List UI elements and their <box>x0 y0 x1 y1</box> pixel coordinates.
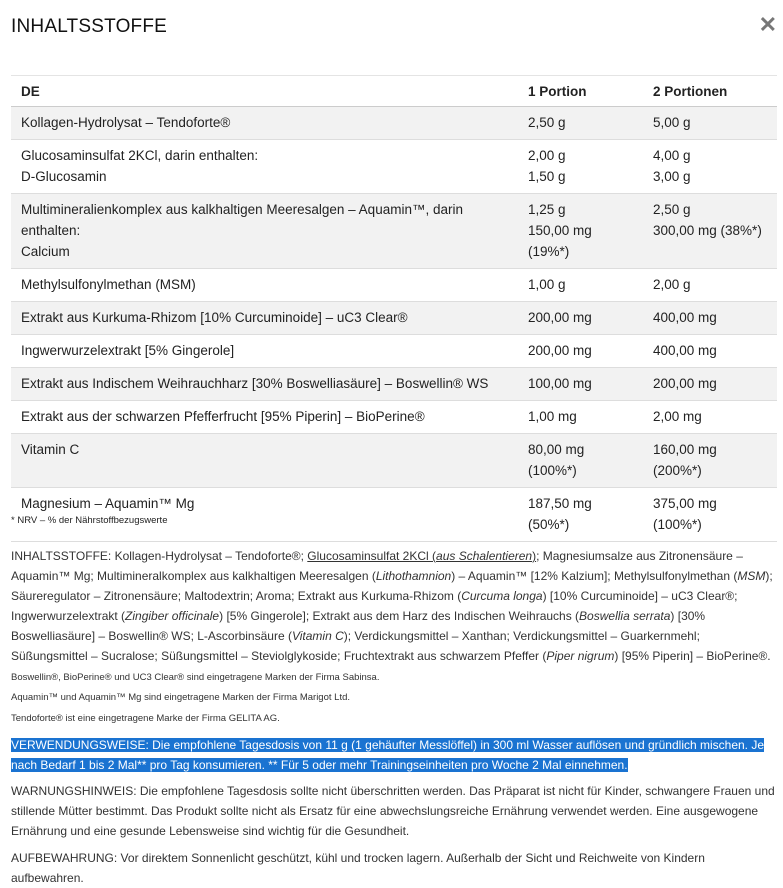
two-portions-value-line: 4,00 g <box>653 148 691 163</box>
ingredient-name <box>11 434 518 488</box>
ingredients-segment: ) [10% Curcuminoide] – uC3 Clear®; Ingwerwurzelextrakt ( <box>11 589 738 623</box>
ingredients-segment: ) – Aquamin™ [12% Kalzium]; Methylsulfonylmethan ( <box>451 569 738 583</box>
ingredients-segment: ); Säureregulator – Zitronensäure; Maltodextrin; Aroma; Extrakt aus Kurkuma-Rhizom ( <box>11 569 773 603</box>
ingredient-name-line: Vitamin C <box>21 442 80 457</box>
one-portion-value-line: 80,00 mg <box>528 442 585 457</box>
one-portion-value <box>518 302 643 335</box>
ingredient-name <box>11 194 518 269</box>
warning-paragraph: WARNUNGSHINWEIS: Die empfohlene Tagesdosis sollte nicht überschritten werden. Das Präparat ist nicht für Kinder, schwangere Frauen und stillende Mütter bestimmt. Das Produkt sollte nicht als Ersatz für eine abwechslungsreiche Ernährung verwendet werden. Eine ausgewogene Ernährung und eine gesunde Lebensweise sind wichtig für die Gesundheit. <box>11 784 775 838</box>
trademark-sabinsa: Boswellin®, BioPerine® und UC3 Clear® sind eingetragene Marken der Firma Sabinsa. <box>11 672 380 683</box>
ingredient-name-line: Methylsulfonylmethan (MSM) <box>21 277 196 292</box>
one-portion-value <box>518 335 643 368</box>
trademark-gelita: Tendoforte® ist eine eingetragene Marke der Firma GELITA AG. <box>11 713 280 724</box>
one-portion-value-line: 1,25 g <box>528 202 566 217</box>
ingredients-segment: aus Schalentieren <box>436 549 533 563</box>
ingredient-name-line: Extrakt aus der schwarzen Pfefferfrucht [95% Piperin] – BioPerine® <box>21 409 425 424</box>
table-row <box>11 194 777 269</box>
trademark-marigot: Aquamin™ und Aquamin™ Mg sind eingetragene Marken der Firma Marigot Ltd. <box>11 692 351 703</box>
two-portions-value <box>643 401 777 434</box>
two-portions-value-line: 400,00 mg <box>653 343 717 358</box>
two-portions-value-line: 200,00 mg <box>653 376 717 391</box>
one-portion-value-line: 187,50 mg <box>528 496 592 511</box>
two-portions-value-line: 3,00 g <box>653 169 691 184</box>
two-portions-value <box>643 335 777 368</box>
two-portions-value <box>643 368 777 401</box>
ingredient-name <box>11 107 518 140</box>
two-portions-value-line: 300,00 mg (38%*) <box>653 223 762 238</box>
two-portions-value <box>643 140 777 194</box>
one-portion-value <box>518 434 643 488</box>
ingredients-segment: ) [5% Gingerole]; Extrakt aus dem Harz des Indischen Weihrauchs ( <box>219 609 580 623</box>
two-portions-value-line: (100%*) <box>653 517 702 532</box>
two-portions-value <box>643 107 777 140</box>
one-portion-value <box>518 140 643 194</box>
two-portions-value-line: 2,50 g <box>653 202 691 217</box>
ingredients-segment: ) <box>532 549 537 563</box>
ingredients-segment: Vitamin C <box>291 629 344 643</box>
ingredients-segment: ); Verdickungsmittel – Xanthan; Verdickungsmittel – Guarkernmehl; Süßungsmittel – Sucralose; Süßungsmittel – Steviolglykoside; Fruchtextrakt aus schwarzem Pfeffer ( <box>11 629 700 663</box>
ingredient-name <box>11 368 518 401</box>
ingredients-segment: Glucosaminsulfat 2KCl ( <box>307 549 437 563</box>
two-portions-value <box>643 302 777 335</box>
header-one-portion: 1 Portion <box>518 76 643 107</box>
two-portions-value <box>643 194 777 269</box>
one-portion-value <box>518 368 643 401</box>
table-row <box>11 401 777 434</box>
ingredient-name-line: Extrakt aus Indischem Weihrauchharz [30% Boswelliasäure] – Boswellin® WS <box>21 376 489 391</box>
two-portions-value <box>643 488 777 542</box>
ingredients-segment: Piper nigrum <box>546 649 615 663</box>
ingredients-paragraph <box>11 546 779 666</box>
storage-paragraph: AUFBEWAHRUNG: Vor direktem Sonnenlicht geschützt, kühl und trocken lagern. Außerhalb der Sicht und Reichweite von Kindern aufbewahren. <box>11 851 705 885</box>
ingredients-table <box>11 76 777 542</box>
one-portion-value-line: 200,00 mg <box>528 343 592 358</box>
table-row <box>11 302 777 335</box>
nrv-footnote: * NRV – % der Nährstoffbezugswerte <box>11 515 168 526</box>
table-row <box>11 368 777 401</box>
one-portion-value-line: 2,50 g <box>528 115 566 130</box>
two-portions-value-line: 400,00 mg <box>653 310 717 325</box>
one-portion-value-line: 1,00 g <box>528 277 566 292</box>
ingredients-segment: Curcuma longa <box>461 589 543 603</box>
two-portions-value-line: 2,00 g <box>653 277 691 292</box>
ingredient-name <box>11 335 518 368</box>
two-portions-value-line: 5,00 g <box>653 115 691 130</box>
ingredient-name-line: Multimineralienkomplex aus kalkhaltigen Meeresalgen – Aquamin™, darin enthalten: <box>21 202 463 238</box>
one-portion-value-line: 150,00 mg (19%*) <box>528 223 592 259</box>
header-two-portions: 2 Portionen <box>643 76 777 107</box>
one-portion-value-line: 200,00 mg <box>528 310 592 325</box>
table-header-row <box>11 76 777 107</box>
one-portion-value-line: 2,00 g <box>528 148 566 163</box>
ingredient-name-line: D-Glucosamin <box>21 169 107 184</box>
two-portions-value <box>643 269 777 302</box>
table-row <box>11 107 777 140</box>
ingredient-name <box>11 302 518 335</box>
ingredients-segment: Zingiber officinale <box>125 609 220 623</box>
one-portion-value <box>518 401 643 434</box>
ingredients-segment: Lithothamnion <box>375 569 452 583</box>
ingredient-name-line: Glucosaminsulfat 2KCl, darin enthalten: <box>21 148 259 163</box>
table-row <box>11 140 777 194</box>
ingredient-name-line: Ingwerwurzelextrakt [5% Gingerole] <box>21 343 235 358</box>
ingredients-segment: Boswellia serrata <box>579 609 671 623</box>
ingredient-name-line: Calcium <box>21 244 70 259</box>
two-portions-value-line: (200%*) <box>653 463 702 478</box>
two-portions-value <box>643 434 777 488</box>
two-portions-value-line: 2,00 mg <box>653 409 702 424</box>
one-portion-value <box>518 488 643 542</box>
ingredients-segment: MSM <box>737 569 766 583</box>
usage-paragraph[interactable] <box>11 735 779 775</box>
one-portion-value <box>518 269 643 302</box>
usage-text-selected: VERWENDUNGSWEISE: Die empfohlene Tagesdosis von 11 g (1 gehäufter Messlöffel) in 300 ml Wasser auflösen und gründlich mischen. Je nach Bedarf 1 bis 2 Mal** pro Tag konsumieren. ** Für 5 oder mehr Trainingseinheiten pro Woche 2 Mal einnehmen. <box>11 738 765 772</box>
ingredients-segment: INHALTSSTOFFE: Kollagen-Hydrolysat – Tendoforte®; <box>11 549 308 563</box>
one-portion-value-line: 100,00 mg <box>528 376 592 391</box>
one-portion-value-line: (100%*) <box>528 463 577 478</box>
table-row <box>11 335 777 368</box>
two-portions-value-line: 160,00 mg <box>653 442 717 457</box>
ingredient-name <box>11 140 518 194</box>
ingredient-name-line: Extrakt aus Kurkuma-Rhizom [10% Curcuminoide] – uC3 Clear® <box>21 310 408 325</box>
ingredients-segment: ) [30% Boswelliasäure] – Boswellin® WS; L-Ascorbinsäure ( <box>11 609 706 643</box>
ingredient-name <box>11 401 518 434</box>
ingredient-name-line: Magnesium – Aquamin™ Mg <box>21 496 195 511</box>
one-portion-value <box>518 194 643 269</box>
ingredient-name-line: Kollagen-Hydrolysat – Tendoforte® <box>21 115 231 130</box>
one-portion-value-line: 1,50 g <box>528 169 566 184</box>
one-portion-value-line: 1,00 mg <box>528 409 577 424</box>
table-row <box>11 269 777 302</box>
header-language: DE <box>11 76 518 107</box>
ingredients-segment: ; Magnesiumsalze aus Zitronensäure – Aquamin™ Mg; Multimineralkomplex aus kalkhaltigen Meeresalgen ( <box>11 549 743 583</box>
ingredient-name <box>11 269 518 302</box>
table-row <box>11 434 777 488</box>
one-portion-value-line: (50%*) <box>528 517 570 532</box>
ingredients-segment: ) [95% Piperin] – BioPerine®. <box>614 649 771 663</box>
close-icon[interactable]: ✕ <box>758 12 777 37</box>
dialog-title: INHALTSSTOFFE <box>11 16 168 37</box>
two-portions-value-line: 375,00 mg <box>653 496 717 511</box>
one-portion-value <box>518 107 643 140</box>
